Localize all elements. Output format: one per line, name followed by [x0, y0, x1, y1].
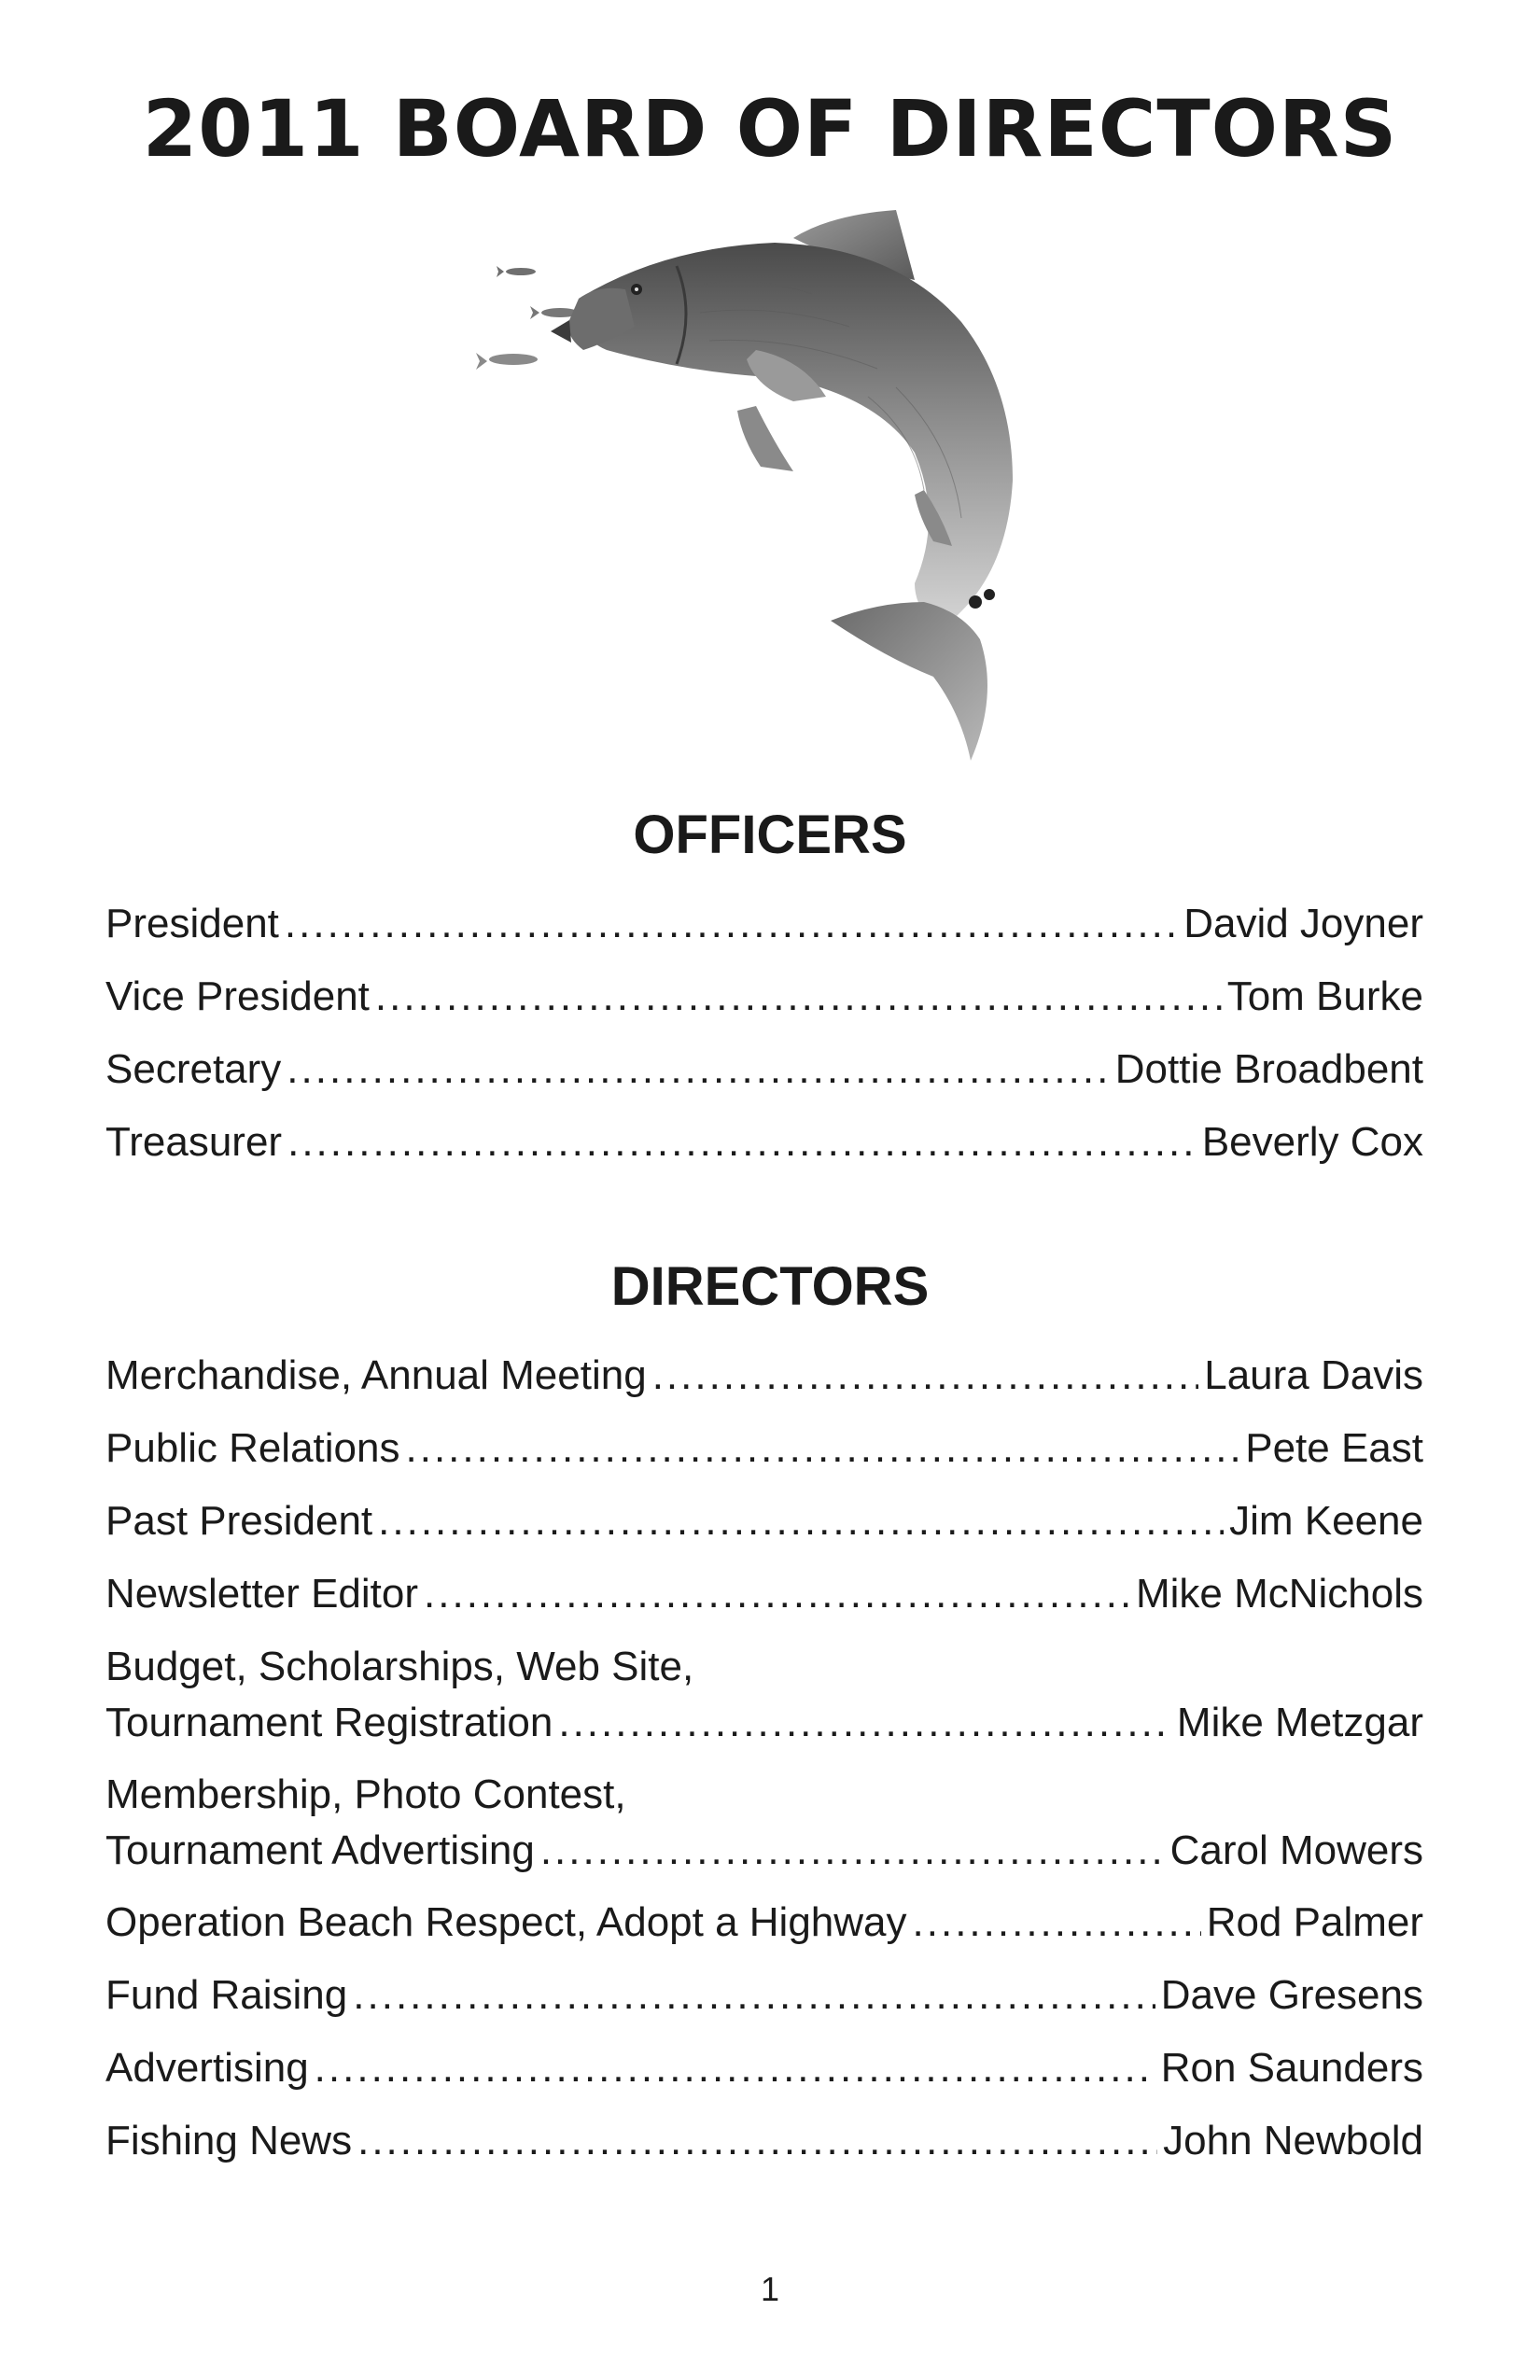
director-entry — [105, 2118, 1423, 2193]
director-role: Advertising — [105, 2045, 309, 2091]
director-name: Dave Gresens — [1160, 1972, 1423, 2018]
page-title: 2011 BOARD OF DIRECTORS — [142, 83, 1398, 175]
director-name: Ron Saunders — [1160, 2045, 1423, 2091]
officer-name: Dottie Broadbent — [1114, 1046, 1423, 1092]
officer-role: President — [105, 901, 279, 946]
officer-name: Beverly Cox — [1201, 1119, 1423, 1165]
director-role-line: Budget, Scholarships, Web Site, — [105, 1644, 694, 1689]
director-entry — [105, 1571, 1423, 1646]
director-entry — [105, 1972, 1423, 2048]
dot-leader — [285, 903, 1178, 945]
officer-name: David Joyner — [1183, 901, 1423, 946]
director-entry — [105, 1646, 1423, 1774]
dot-leader — [913, 1902, 1201, 1943]
director-role: Fund Raising — [105, 1972, 348, 2018]
director-role: Tournament Registration — [105, 1700, 553, 1745]
dot-leader — [315, 2048, 1155, 2089]
dot-leader — [424, 1574, 1130, 1615]
director-role: Merchandise, Annual Meeting — [105, 1352, 647, 1398]
dot-leader — [652, 1355, 1199, 1396]
director-name: Carol Mowers — [1169, 1827, 1423, 1873]
dot-leader — [287, 1122, 1197, 1163]
director-entry — [105, 1352, 1423, 1428]
officer-role: Treasurer — [105, 1119, 283, 1165]
officers-heading: OFFICERS — [633, 805, 907, 865]
director-role-line: Membership, Photo Contest, — [105, 1771, 626, 1817]
dot-leader — [353, 1975, 1155, 2016]
officer-entry — [105, 903, 1423, 976]
officer-role: Secretary — [105, 1046, 282, 1092]
director-name: Rod Palmer — [1206, 1899, 1423, 1945]
officer-entry — [105, 1046, 1423, 1122]
officer-entry — [105, 1119, 1423, 1195]
dot-leader — [375, 976, 1222, 1017]
director-entry — [105, 1425, 1423, 1501]
dot-leader — [558, 1702, 1171, 1743]
director-entry — [105, 1498, 1423, 1574]
director-name: Pete East — [1245, 1425, 1423, 1471]
dot-leader — [406, 1428, 1240, 1469]
director-role: Newsletter Editor — [105, 1571, 419, 1617]
director-role: Past President — [105, 1498, 373, 1544]
officer-name: Tom Burke — [1226, 973, 1423, 1019]
baitfish-icon — [476, 353, 538, 370]
director-role: Operation Beach Respect, Adopt a Highway — [105, 1899, 907, 1945]
directors-list — [105, 1352, 1423, 2193]
fish-illustration — [476, 210, 1073, 761]
director-name: Mike Metzgar — [1176, 1700, 1423, 1745]
director-name: Laura Davis — [1204, 1352, 1423, 1398]
officers-list — [105, 903, 1423, 1195]
page-number: 1 — [760, 2270, 780, 2308]
director-entry — [105, 1899, 1423, 1975]
director-entry — [105, 2045, 1423, 2121]
dot-leader — [378, 1501, 1224, 1542]
director-name: Jim Keene — [1229, 1498, 1423, 1544]
director-name: Mike McNichols — [1135, 1571, 1423, 1617]
baitfish-icon — [497, 266, 536, 277]
dot-leader — [357, 2121, 1157, 2162]
director-role: Tournament Advertising — [105, 1827, 535, 1873]
director-name: John Newbold — [1163, 2118, 1423, 2163]
officer-role: Vice President — [105, 973, 370, 1019]
directors-heading: DIRECTORS — [610, 1256, 930, 1317]
officer-entry — [105, 973, 1423, 1049]
director-role: Public Relations — [105, 1425, 400, 1471]
dot-leader — [287, 1049, 1109, 1090]
dot-leader — [540, 1830, 1165, 1871]
director-role: Fishing News — [105, 2118, 353, 2163]
director-entry — [105, 1771, 1423, 1902]
